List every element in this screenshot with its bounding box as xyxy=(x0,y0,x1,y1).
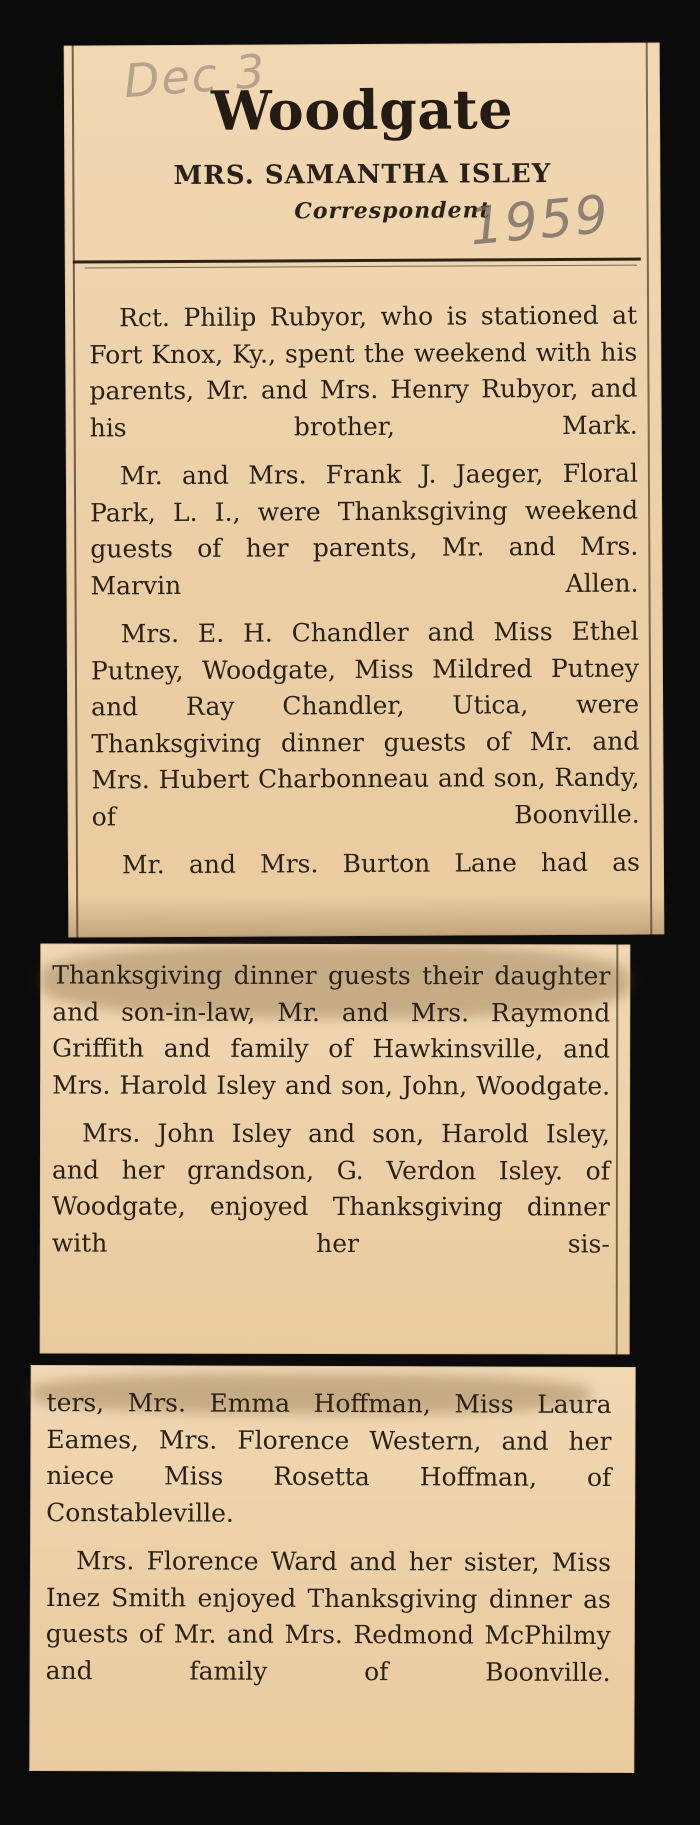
clipping-part-1 xyxy=(64,42,665,937)
paragraph: Mr. and Mrs. Burton Lane had as xyxy=(121,847,641,880)
column-title: Woodgate xyxy=(210,77,514,143)
paragraph-continuation: Thanksgiving dinner guests their daughter and son-in-law, Mr. and Mrs. Raymond Griffith and family of Hawkinsville, and Mrs. Harold Isley and son, John, Woodgate. xyxy=(52,960,611,1100)
paragraph: Mrs. John Isley and son, Harold Isley, and her grandson, G. Verdon Isley. of Woodgate, enjoyed Thanksgiving dinner with her sis- xyxy=(51,1118,611,1258)
clipping-part-3 xyxy=(29,1365,635,1773)
masthead-rule xyxy=(73,258,641,264)
fold-shadow xyxy=(68,894,664,937)
clipping-part-2 xyxy=(40,943,631,1354)
correspondent-role: Correspondent xyxy=(294,197,491,225)
paragraph-continuation: ters, Mrs. Emma Hoffman, Miss Laura Eames, Mrs. Florence Western, and her niece Miss Rosetta Hoffman, of Constableville. xyxy=(46,1388,612,1528)
article-body-part-3 xyxy=(40,1385,626,1703)
handwritten-year: 1959 xyxy=(467,184,613,258)
article-body-part-2 xyxy=(46,957,621,1274)
correspondent-name: MRS. SAMANTHA ISLEY xyxy=(173,159,552,191)
paragraph: Mr. and Mrs. Frank J. Jaeger, Floral Park, L. I., were Thanksgiving weekend guests of her parents, Mr. and Mrs. Marvin Allen. xyxy=(90,458,639,600)
paragraph: Rct. Philip Rubyor, who is stationed at Fort Knox, Ky., spent the weekend with his parents, Mr. and Mrs. Henry Rubyor, and his brother, Mark. xyxy=(89,300,638,442)
paragraph: Mrs. E. H. Chandler and Miss Ethel Putney, Woodgate, Miss Mildred Putney and Ray Chandler, Utica, were Thanksgiving dinner guests of Mr. and Mrs. Hubert Charbonneau and son, Randy, of Boonville. xyxy=(90,616,640,831)
article-body-part-1 xyxy=(65,297,658,884)
masthead-rule-thin xyxy=(85,265,637,269)
handwritten-date-note: Dec 3 xyxy=(122,43,269,109)
paragraph: Mrs. Florence Ward and her sister, Miss Inez Smith enjoyed Thanksgiving dinner as guests of Mr. and Mrs. Redmond McPhilmy and family of Boonville. xyxy=(45,1546,612,1687)
